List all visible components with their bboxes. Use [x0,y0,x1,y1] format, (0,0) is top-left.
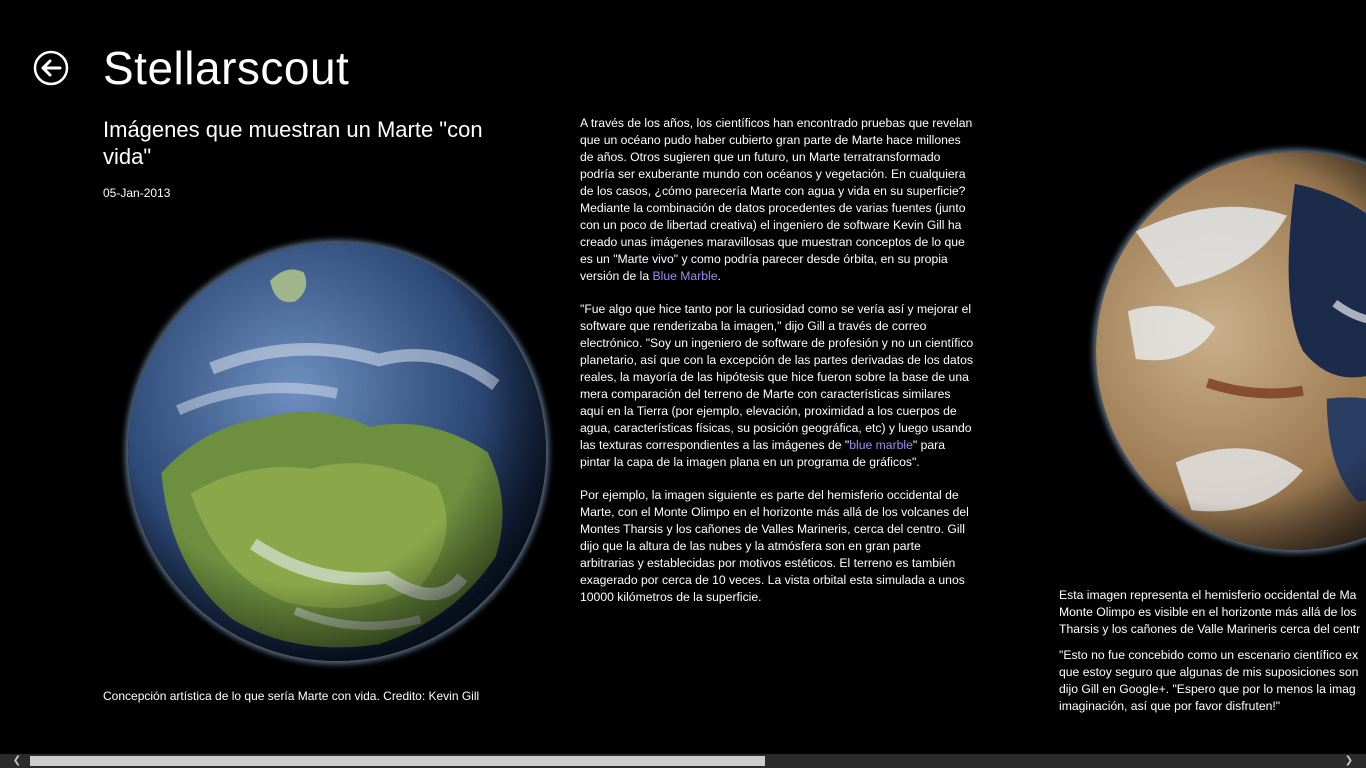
horizontal-scrollbar[interactable] [0,754,1366,768]
paragraph-3: Por ejemplo, la imagen siguiente es parte del hemisferio occidental de Marte, con el Monte Olimpo en el horizonte más allá de los volcanes del Montes Tharsis y los cañones de Valles Marineris, cerca del centro. Gill dijo que la altura de las nubes y la atmósfera son en gran parte arbitrarias y establecidas por motivos estéticos. El terreno es también exagerado por cerca de 10 veces. La vista orbital esta simulada a unos 10000 kilómetros de la superficie. [580,488,969,604]
app-title: Stellarscout [103,42,350,94]
back-button[interactable] [33,50,69,86]
paragraph-2: "Fue algo que hice tanto por la curiosidad como se vería así y mejorar el software que renderizaba la imagen," dijo Gill a través de correo electrónico. "Soy un ingeniero de software de profesión y no un científico planetario, así que con la excepción de las partes derivadas de los datos reales, la mayoría de las hipótesis que hice fueron sobre la base de una mera comparación del terreno de Marte con características similares aquí en la Tierra (por ejemplo, elevación, proximidad a los cuerpos de agua, características físicas, su posición geográfica, etc) y luego usando las texturas correspondientes a las imágenes de "blue marble" para pintar la capa de la imagen plana en un programa de gráficos". [580,302,974,469]
article-title: Imágenes que muestran un Marte "con vida" [103,117,483,169]
scroll-right-arrow-icon[interactable]: ❯ [1344,755,1354,766]
paragraph-1: A través de los años, los científicos han encontrado pruebas que revelan que un océano pudo haber cubierto gran parte de Marte hace millones de años. Otros sugieren que un futuro, un Marte terratransformado podría ser exuberante mundo con océanos y vegetación. En cualquiera de los casos, ¿cómo parecería Marte con agua y vida en su superficie? Mediante la combinación de datos procedentes de varias fuentes (junto con un poco de libertad creativa) el ingeniero de software Kevin Gill ha creado unas imágenes maravillosas que muestran conceptos de lo que es un "Marte vivo" y como podría parecer desde órbita, en su propia versión de la Blue Marble. [580,116,973,283]
blue-marble-link[interactable]: Blue Marble [652,269,718,283]
right-column-text [1059,587,1366,724]
back-arrow-circle-icon [33,50,69,86]
article-body [580,115,976,622]
western-hemisphere-image [1096,152,1366,550]
scrollbar-thumb[interactable] [30,756,765,766]
right-caption: Esta imagen representa el hemisferio occidental de Ma Monte Olimpo es visible en el horizonte más allá de los Tharsis y los cañones de Valle Marineris cerca del centr [1059,588,1361,636]
right-quote: "Esto no fue concebido como un escenario científico ex que estoy seguro que algunas de mis suposiciones son dijo Gill en Google+. "Espero que por lo menos la imag imaginación, así que por favor disfruten!" [1059,648,1359,713]
blue-marble-link-2[interactable]: blue marble [849,438,913,452]
living-mars-image [128,243,546,661]
image-caption: Concepción artística de lo que sería Marte con vida. Credito: Kevin Gill [103,689,480,703]
article-date: 05-Jan-2013 [103,186,171,200]
scroll-left-arrow-icon[interactable]: ❮ [12,755,22,766]
